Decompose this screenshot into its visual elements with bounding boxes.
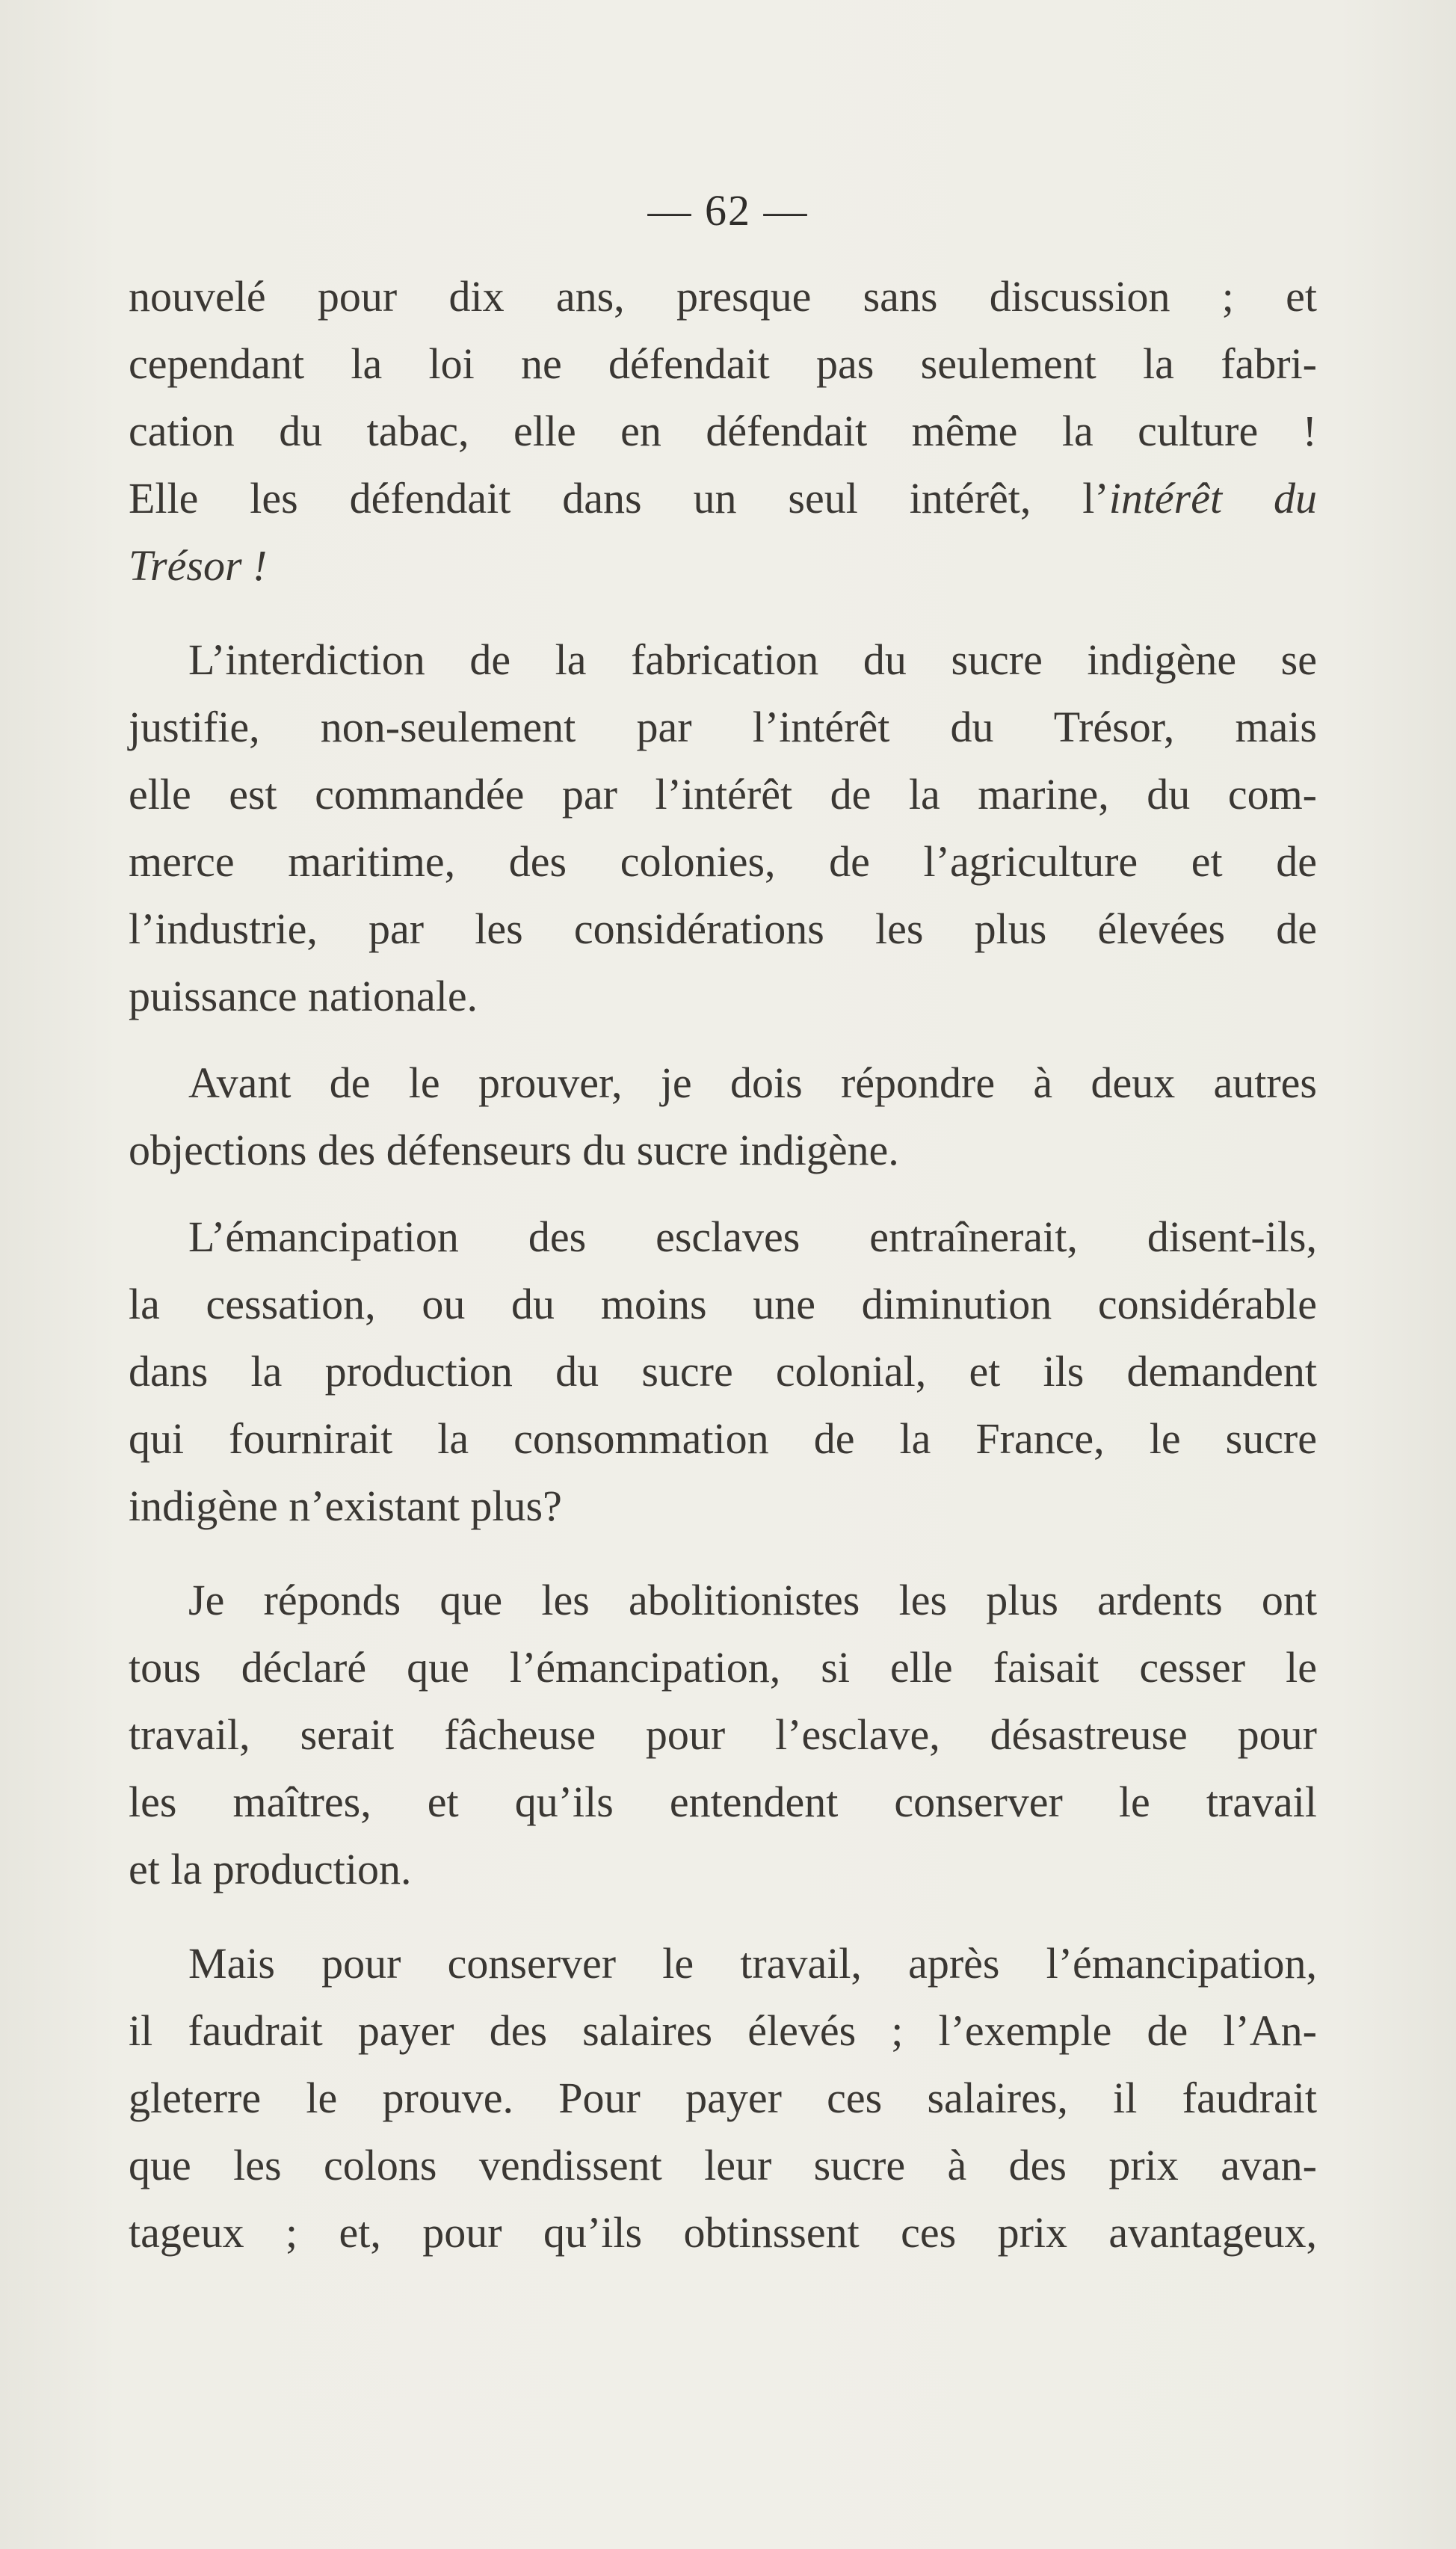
text-line: gleterre le prouve. Pour payer ces salaires, il faudrait xyxy=(129,2074,1317,2122)
text-line-with-italic: Elle les défendait dans un seul intérêt, l’intérêt du xyxy=(129,474,1317,523)
text-line: tous déclaré que l’émancipation, si elle faisait cesser le xyxy=(129,1643,1317,1692)
text-line: la cessation, ou du moins une diminution considérable xyxy=(129,1280,1317,1328)
text-line: nouvelé pour dix ans, presque sans discussion ; et xyxy=(129,272,1317,321)
text-line: Je réponds que les abolitionistes les plus ardents ont xyxy=(188,1576,1317,1624)
text-line: Mais pour conserver le travail, après l’émancipation, xyxy=(188,1939,1317,1988)
paragraph-5 xyxy=(129,1567,1317,1903)
text-line: L’interdiction de la fabrication du sucre indigène se xyxy=(188,635,1317,684)
paragraph-2 xyxy=(129,626,1317,1030)
text-line: tageux ; et, pour qu’ils obtinssent ces prix avantageux, xyxy=(129,2208,1317,2257)
page-number: — 62 — xyxy=(647,186,809,235)
text-line: il faudrait payer des salaires élevés ; l’exemple de l’An- xyxy=(129,2006,1317,2055)
body-text xyxy=(129,263,1317,2266)
text-line: indigène n’existant plus? xyxy=(129,1482,562,1530)
italic-phrase: intérêt du xyxy=(1108,474,1317,523)
text-line: elle est commandée par l’intérêt de la marine, du com- xyxy=(129,770,1317,819)
text-line-italic xyxy=(129,532,1317,600)
text-line: que les colons vendissent leur sucre à des prix avan- xyxy=(129,2141,1317,2189)
paragraph-1 xyxy=(129,263,1317,600)
text-line: dans la production du sucre colonial, et ils demandent xyxy=(129,1347,1317,1396)
text-line: et la production. xyxy=(129,1845,412,1893)
text-line: l’industrie, par les considérations les plus élevées de xyxy=(129,904,1317,953)
text-line: justifie, non-seulement par l’intérêt du Trésor, mais xyxy=(129,703,1317,751)
text-line: cependant la loi ne défendait pas seulement la fabri- xyxy=(129,339,1317,388)
text-line: cation du tabac, elle en défendait même la culture ! xyxy=(129,407,1317,455)
text-line: L’émancipation des esclaves entraînerait, disent-ils, xyxy=(188,1212,1317,1261)
text-line: objections des défenseurs du sucre indigène. xyxy=(129,1126,899,1174)
text-line: puissance nationale. xyxy=(129,972,478,1020)
italic-phrase: Trésor ! xyxy=(129,541,268,590)
paragraph-6 xyxy=(129,1930,1317,2266)
text-line: qui fournirait la consommation de la France, le sucre xyxy=(129,1414,1317,1463)
text-line: travail, serait fâcheuse pour l’esclave, désastreuse pour xyxy=(129,1710,1317,1759)
paragraph-4 xyxy=(129,1203,1317,1540)
text-line: merce maritime, des colonies, de l’agriculture et de xyxy=(129,837,1317,886)
paragraph-3 xyxy=(129,1050,1317,1184)
text-line: Avant de le prouver, je dois répondre à deux autres xyxy=(188,1058,1317,1107)
text-line: les maîtres, et qu’ils entendent conserver le travail xyxy=(129,1778,1317,1826)
